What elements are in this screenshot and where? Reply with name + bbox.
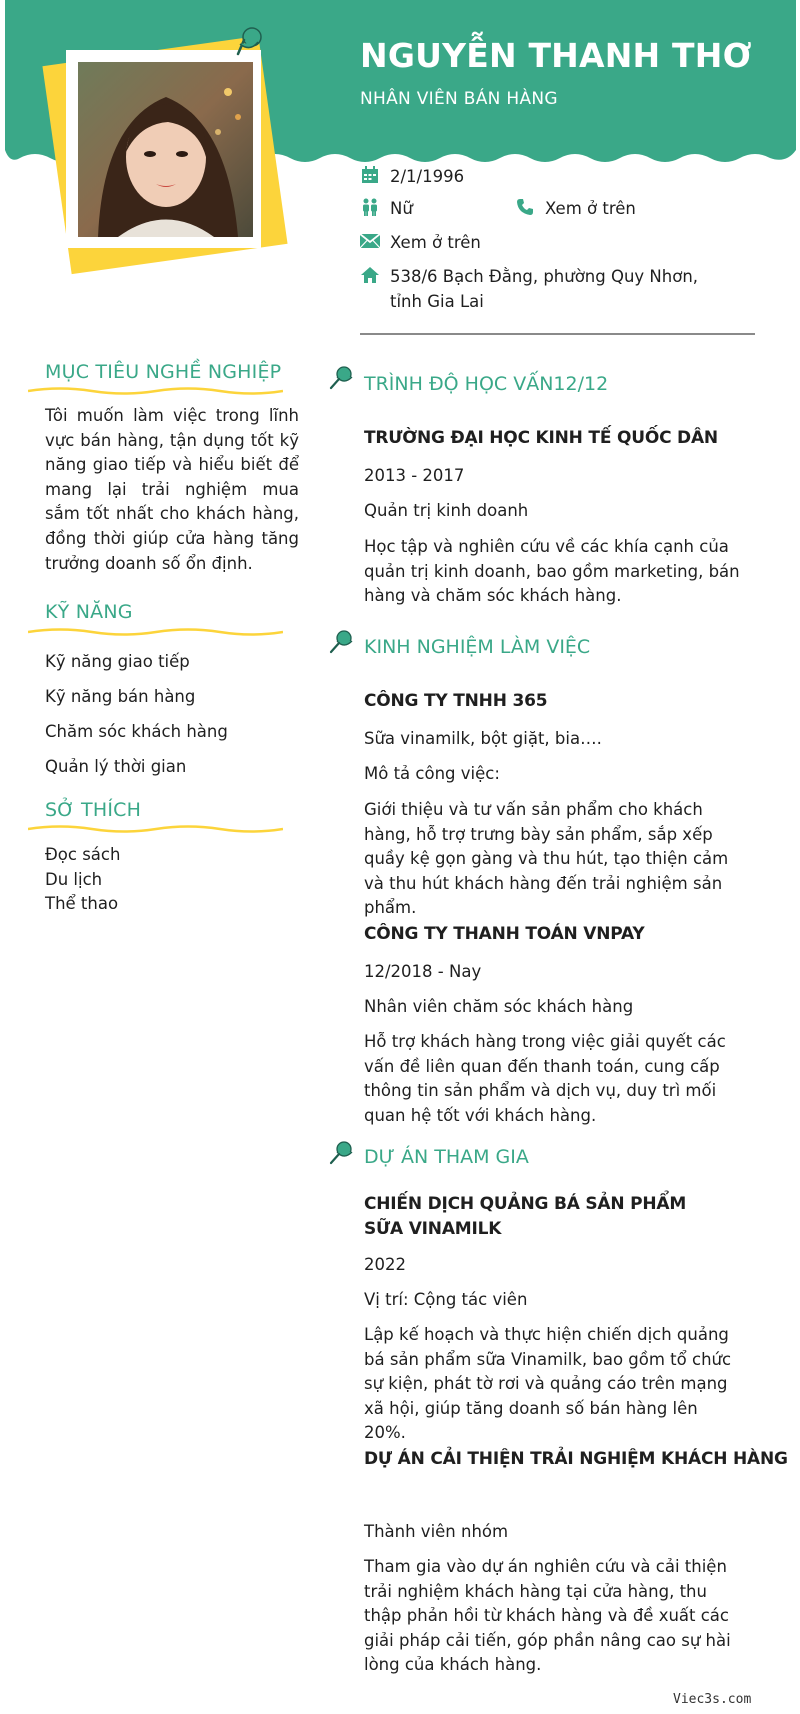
- project-description: Lập kế hoạch và thực hiện chiến dịch quảng bá sản phẩm sữa Vinamilk, bao gồm tổ chức sự kiện, phát tờ rơi và quảng cáo trên mạng xã hội, giúp tăng doanh số bán hàng lên 20%.: [364, 1325, 732, 1443]
- pushpin-icon: [328, 627, 356, 659]
- education-title: TRÌNH ĐỘ HỌC VẤN12/12: [364, 373, 609, 395]
- objective-text: Tôi muốn làm việc trong lĩnh vực bán hàng, tận dụng tốt kỹ năng giao tiếp và hiểu biết để mang lại trải nghiệm mua sắm tốt nhất cho khách hàng, đồng thời giúp cửa hàng tăng trưởng doanh số ổn định.: [45, 406, 299, 573]
- birthday-value: 2/1/1996: [390, 167, 465, 186]
- objective-title: MỤC TIÊU NGHỀ NGHIỆP: [45, 361, 282, 383]
- birthday-row: [360, 164, 464, 189]
- pushpin-icon: [230, 24, 268, 66]
- candidate-name: NGUYỄN THANH THƠ: [360, 36, 752, 75]
- project-year: 2022: [364, 1255, 406, 1274]
- job-company: CÔNG TY TNHH 365: [364, 691, 548, 711]
- experience-title: KINH NGHIỆM LÀM VIỆC: [364, 636, 591, 658]
- phone-row: [515, 196, 636, 221]
- pushpin-icon: [328, 1138, 356, 1170]
- job-line: Nhân viên chăm sóc khách hàng: [364, 997, 634, 1016]
- avatar: [78, 62, 253, 237]
- people-icon: [360, 197, 380, 217]
- job-description: Hỗ trợ khách hàng trong việc giải quyết các vấn đề liên quan đến thanh toán, cung cấp thông tin sản phẩm và dịch vụ, duy trì mối quan hệ tốt với khách hàng.: [364, 1032, 726, 1125]
- email-value: Xem ở trên: [390, 233, 481, 252]
- envelope-icon: [360, 231, 380, 251]
- gender-row: [360, 196, 413, 221]
- email-row: [360, 230, 481, 255]
- education-period: 2013 - 2017: [364, 466, 465, 485]
- hobby-item: Thể thao: [45, 894, 119, 913]
- contact-divider: [360, 333, 755, 335]
- job-line: 12/2018 - Nay: [364, 962, 482, 981]
- job-description: Giới thiệu và tư vấn sản phẩm cho khách hàng, hỗ trợ trưng bày sản phẩm, sắp xếp quầy kệ gọn gàng và thu hút, tạo thiện cảm và thu hút khách hàng đến trải nghiệm sản phẩm.: [364, 800, 729, 918]
- pushpin-icon: [328, 363, 356, 395]
- skills-title: KỸ NĂNG: [45, 601, 133, 623]
- project-name: CHIẾN DỊCH QUẢNG BÁ SẢN PHẨM SỮA VINAMILK: [364, 1194, 687, 1239]
- address-row: [360, 264, 720, 314]
- skill-item: Kỹ năng bán hàng: [45, 687, 196, 706]
- school-name: TRƯỜNG ĐẠI HỌC KINH TẾ QUỐC DÂN: [364, 428, 718, 448]
- profile-photo-card: [42, 30, 292, 270]
- education-major: Quản trị kinh doanh: [364, 501, 529, 520]
- hobby-item: Du lịch: [45, 869, 103, 889]
- skill-item: Quản lý thời gian: [45, 757, 187, 776]
- hobby-item: Đọc sách: [45, 845, 121, 864]
- job-company: CÔNG TY THANH TOÁN VNPAY: [364, 924, 645, 944]
- education-description: Học tập và nghiên cứu về các khía cạnh của quản trị kinh doanh, bao gồm marketing, bán hàng và chăm sóc khách hàng.: [364, 537, 740, 606]
- calendar-icon: [360, 165, 380, 185]
- gender-value: Nữ: [390, 199, 413, 218]
- title-underline: [28, 824, 283, 834]
- job-line: Mô tả công việc:: [364, 764, 500, 783]
- skill-item: Kỹ năng giao tiếp: [45, 652, 190, 671]
- job-line: Sữa vinamilk, bột giặt, bia….: [364, 729, 602, 748]
- address-value: 538/6 Bạch Đằng, phường Quy Nhơn, tỉnh Gia Lai: [390, 267, 699, 311]
- photo-frame: [66, 50, 261, 248]
- home-icon: [360, 265, 380, 285]
- skill-item: Chăm sóc khách hàng: [45, 722, 228, 741]
- job-title: NHÂN VIÊN BÁN HÀNG: [360, 89, 558, 109]
- hobbies-title: SỞ THÍCH: [45, 799, 142, 821]
- title-underline: [28, 627, 283, 637]
- project-description: Tham gia vào dự án nghiên cứu và cải thiện trải nghiệm khách hàng tại cửa hàng, thu thập phản hồi từ khách hàng và đề xuất các giải pháp cải tiến, góp phần nâng cao sự hài lòng của khách hàng.: [364, 1557, 731, 1675]
- projects-title: DỰ ÁN THAM GIA: [364, 1146, 529, 1168]
- title-underline: [28, 386, 283, 396]
- phone-value: Xem ở trên: [545, 199, 636, 218]
- project-role: Thành viên nhóm: [364, 1522, 509, 1541]
- project-name: DỰ ÁN CẢI THIỆN TRẢI NGHIỆM KHÁCH HÀNG: [364, 1449, 788, 1469]
- project-role: Vị trí: Cộng tác viên: [364, 1290, 528, 1309]
- watermark: Viec3s.com: [673, 1692, 752, 1707]
- phone-icon: [515, 197, 535, 217]
